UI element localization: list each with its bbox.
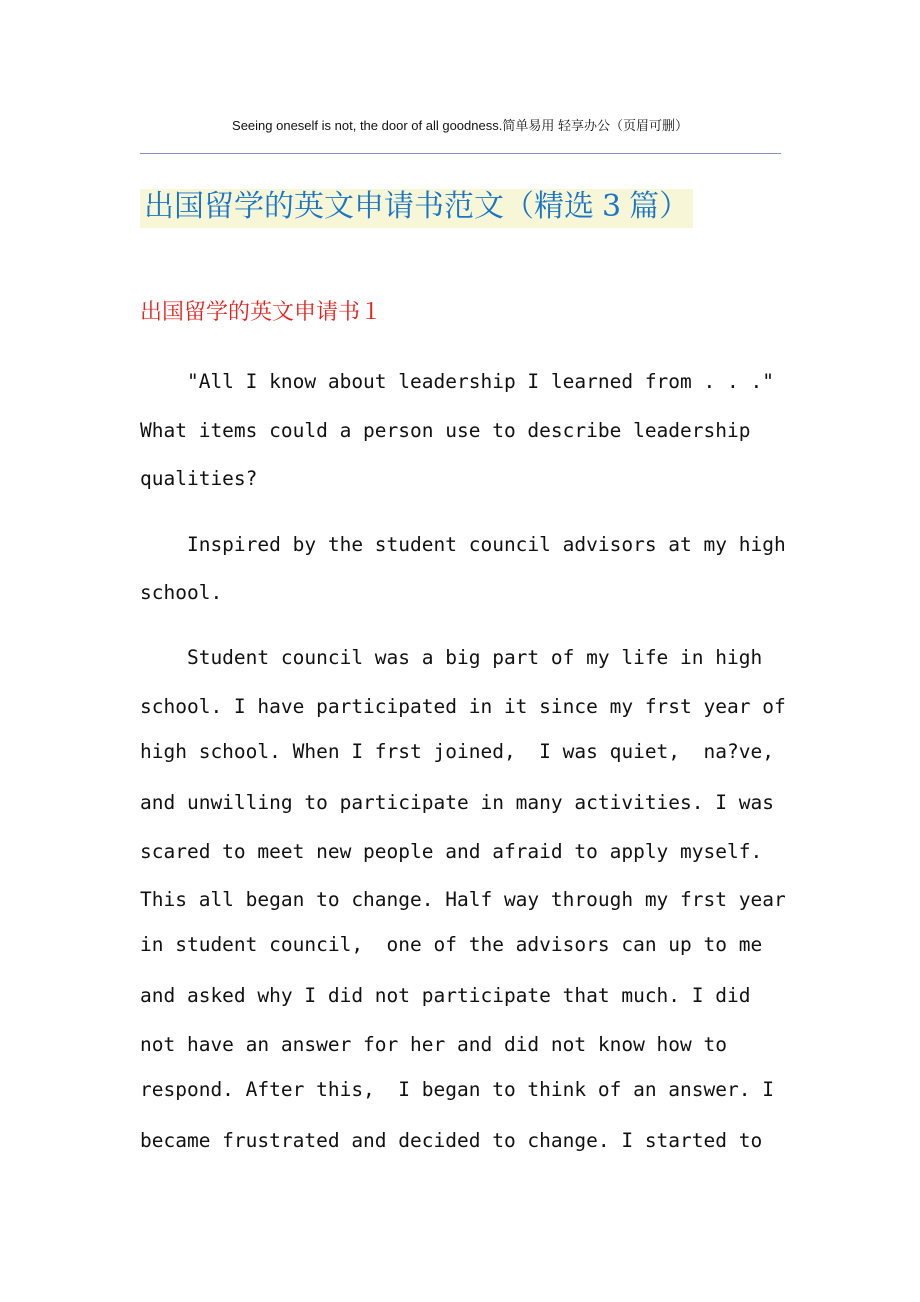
body-line: Inspired by the student council advisors at my high	[140, 533, 786, 556]
page-header: Seeing oneself is not, the door of all goodness.简单易用 轻享办公（页眉可删）	[232, 118, 688, 133]
document-title-count: 3	[598, 189, 625, 228]
section-heading: 出国留学的英文申请书１	[140, 300, 383, 325]
body-line: and unwilling to participate in many activities. I was	[140, 791, 774, 814]
body-line: school.	[140, 581, 223, 604]
document-title-text: 出国留学的英文申请书范文（精选	[140, 189, 598, 228]
body-line: high school. When I frst joined, I was quiet, na?ve,	[140, 740, 774, 763]
body-line: qualities?	[140, 467, 258, 490]
body-line: Student council was a big part of my life in high	[140, 646, 763, 669]
body-line: in student council, one of the advisors can up to me	[140, 933, 763, 956]
document-title	[140, 185, 800, 229]
body-line: not have an answer for her and did not know how to	[140, 1033, 727, 1056]
document-title-suffix: 篇）	[625, 189, 693, 228]
body-line: became frustrated and decided to change. I started to	[140, 1129, 763, 1152]
body-line: What items could a person use to describe leadership	[140, 419, 751, 442]
body-line: "All I know about leadership I learned from . . ."	[140, 370, 774, 393]
body-line: scared to meet new people and afraid to apply myself.	[140, 840, 763, 863]
body-line: and asked why I did not participate that much. I did	[140, 984, 751, 1007]
body-line: school. I have participated in it since my frst year of	[140, 695, 786, 718]
body-line: respond. After this, I began to think of an answer. I	[140, 1078, 774, 1101]
header-divider	[140, 153, 781, 154]
body-line: This all began to change. Half way through my frst year	[140, 888, 786, 911]
